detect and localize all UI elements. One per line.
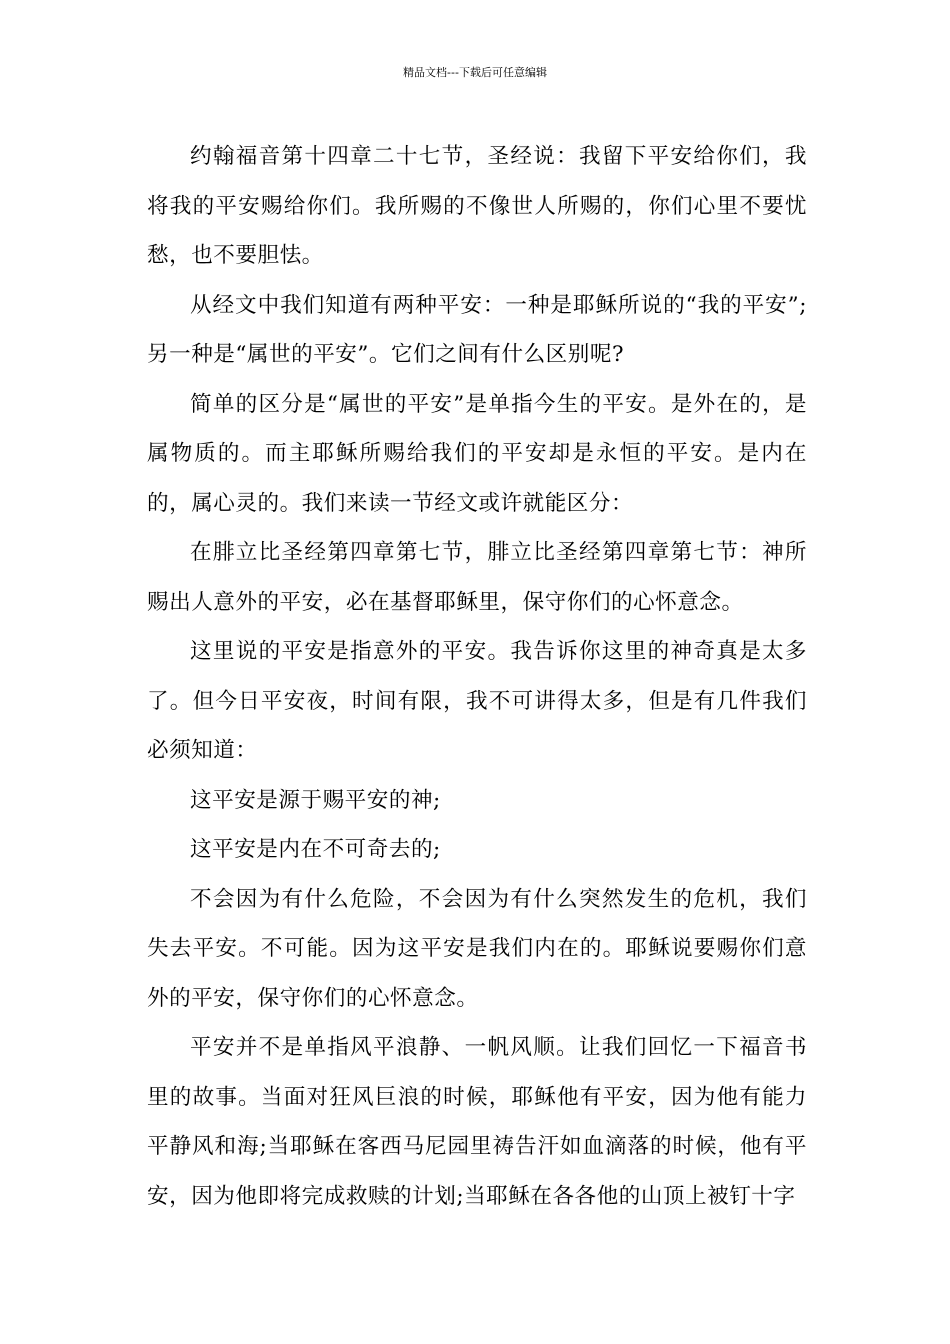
paragraph: 从经文中我们知道有两种平安：一种是耶稣所说的“我的平安”;另一种是“属世的平安”。它们之间有什么区别呢? xyxy=(147,292,807,367)
document-body xyxy=(147,132,807,1221)
paragraph: 平安并不是单指风平浪静、一帆风顺。让我们回忆一下福音书里的故事。当面对狂风巨浪的时候，耶稣他有平安，因为他有能力平静风和海;当耶稣在客西马尼园里祷告汗如血滴落的时候，他有平安，因为他即将完成救赎的计划;当耶稣在各各他的山顶上被钉十字 xyxy=(147,1035,807,1209)
paragraph: 简单的区分是“属世的平安”是单指今生的平安。是外在的，是属物质的。而主耶稣所赐给我们的平安却是永恒的平安。是内在的，属心灵的。我们来读一节经文或许就能区分： xyxy=(147,391,807,516)
paragraph: 这平安是内在不可奇去的; xyxy=(190,837,441,862)
paragraph: 这里说的平安是指意外的平安。我告诉你这里的神奇真是太多了。但今日平安夜，时间有限，我不可讲得太多，但是有几件我们必须知道： xyxy=(147,639,807,763)
paragraph: 不会因为有什么危险，不会因为有什么突然发生的危机，我们失去平安。不可能。因为这平安是我们内在的。耶稣说要赐你们意外的平安，保守你们的心怀意念。 xyxy=(147,886,807,1011)
paragraph: 在腓立比圣经第四章第七节，腓立比圣经第四章第七节：神所赐出人意外的平安，必在基督耶稣里，保守你们的心怀意念。 xyxy=(147,540,807,615)
paragraph: 这平安是源于赐平安的神; xyxy=(190,787,441,813)
paragraph: 约翰福音第十四章二十七节，圣经说：我留下平安给你们，我将我的平安赐给你们。我所赐的不像世人所赐的，你们心里不要忧愁，也不要胆怯。 xyxy=(147,144,807,268)
page-header: 精品文档---下载后可任意编辑 xyxy=(403,66,547,79)
